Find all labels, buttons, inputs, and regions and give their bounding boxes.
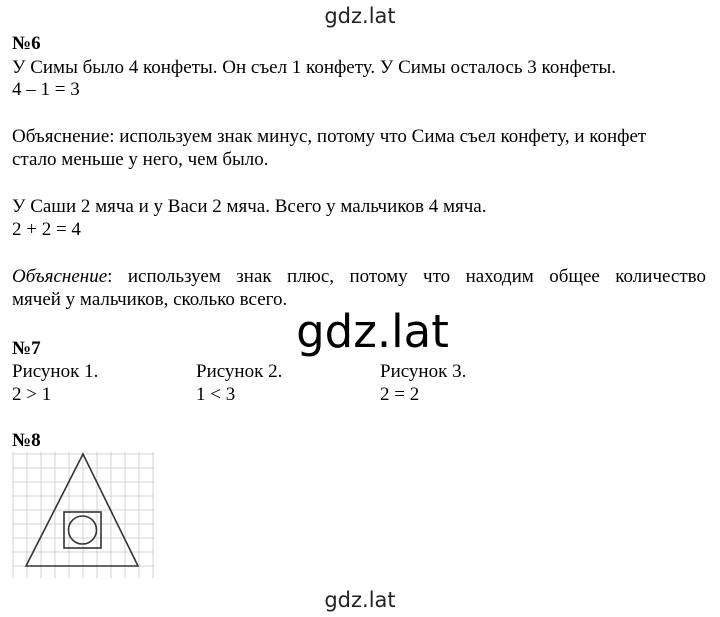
task6-equation2: 2 + 2 = 4 bbox=[12, 219, 81, 240]
task6-explanation2-line2: мячей у мальчиков, сколько всего. bbox=[12, 289, 288, 310]
watermark-bottom: gdz.lat bbox=[324, 588, 396, 612]
task6-explanation1-line1: Объяснение: используем знак минус, потому что Сима съел конфету, и конфет bbox=[12, 126, 647, 147]
task7-col3-title: Рисунок 3. bbox=[380, 361, 467, 382]
task7-number: №7 bbox=[12, 338, 41, 359]
task8-figure bbox=[12, 452, 154, 578]
task6-explanation1-line2: стало меньше у него, чем было. bbox=[12, 149, 269, 170]
task6-story1: У Симы было 4 конфеты. Он съел 1 конфету. У Симы осталось 3 конфеты. bbox=[12, 57, 617, 78]
watermark-middle-text: gdz.lat bbox=[290, 305, 455, 358]
watermark-middle bbox=[0, 304, 720, 360]
task7-col3-value: 2 = 2 bbox=[380, 384, 420, 405]
task7-col2-value: 1 < 3 bbox=[196, 384, 236, 405]
task6-number: №6 bbox=[12, 33, 41, 54]
task6-explanation2-line1-rest: : используем знак плюс, потому что находим общее количество bbox=[107, 266, 706, 287]
watermark-top: gdz.lat bbox=[324, 4, 396, 28]
task6-story2: У Саши 2 мяча и у Васи 2 мяча. Всего у мальчиков 4 мяча. bbox=[12, 196, 487, 217]
task7-col1-title: Рисунок 1. bbox=[12, 361, 99, 382]
task8-number: №8 bbox=[12, 430, 41, 451]
circle-shape bbox=[69, 516, 97, 544]
task6-explanation2-label: Объяснение bbox=[12, 266, 108, 287]
grid-lines bbox=[12, 452, 154, 578]
square-shape bbox=[64, 512, 101, 548]
task6-equation1: 4 – 1 = 3 bbox=[12, 79, 80, 100]
task7-col2-title: Рисунок 2. bbox=[196, 361, 283, 382]
task7-col1-value: 2 > 1 bbox=[12, 384, 52, 405]
task6-explanation2-line1 bbox=[12, 266, 706, 288]
